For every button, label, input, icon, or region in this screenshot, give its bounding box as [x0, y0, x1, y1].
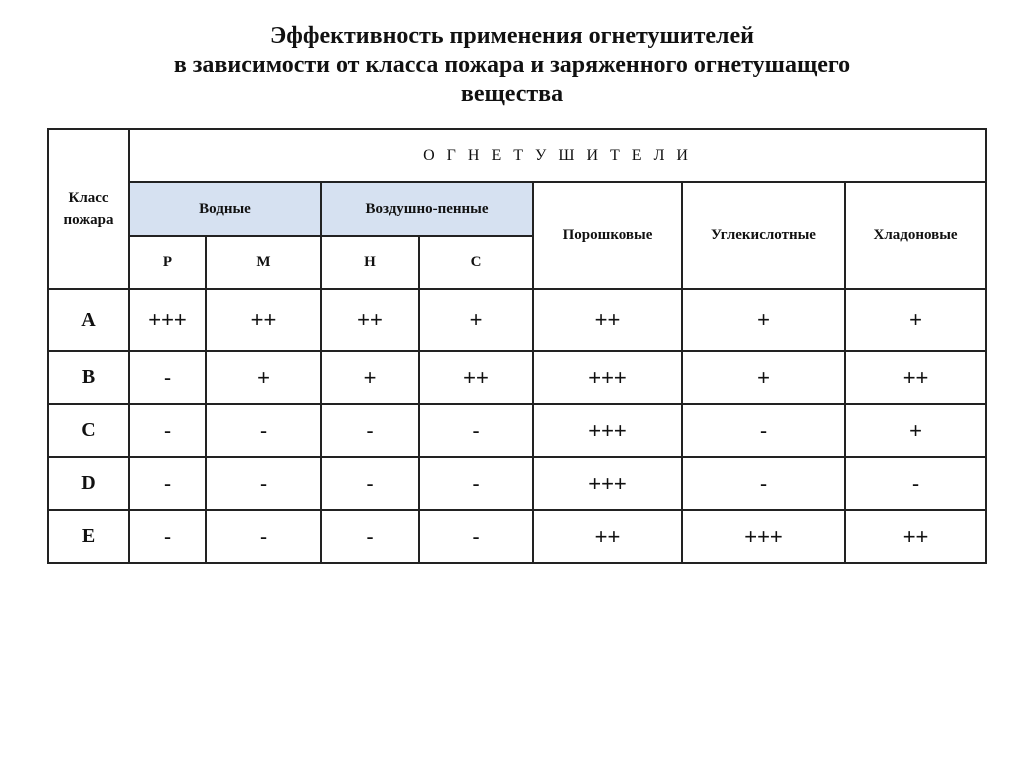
table-cell: +++ [533, 404, 682, 457]
table-cell: - [321, 404, 419, 457]
table-cell: - [206, 404, 321, 457]
fire-class-header: Класс пожара [48, 129, 129, 289]
table-row [48, 351, 986, 404]
table-cell: + [682, 351, 845, 404]
air-foam-header: Воздушно-пенные [321, 182, 533, 236]
table-cell: - [419, 404, 533, 457]
water-header: Водные [129, 182, 321, 236]
water-r-header: Р [129, 236, 206, 289]
table-cell: + [845, 404, 986, 457]
table-cell: +++ [533, 457, 682, 510]
table-cell: - [321, 510, 419, 563]
water-m-header: М [206, 236, 321, 289]
table-cell: ++ [206, 289, 321, 351]
foam-s-header: С [419, 236, 533, 289]
table-cell: - [129, 510, 206, 563]
table-cell: + [419, 289, 533, 351]
co2-header: Углекислотные [682, 182, 845, 289]
row-class-label: C [48, 404, 129, 457]
extinguishers-group-header: О Г Н Е Т У Ш И Т Е Л И [129, 129, 986, 182]
table-cell: +++ [682, 510, 845, 563]
table-cell: - [206, 457, 321, 510]
table-cell: - [129, 351, 206, 404]
table-cell: + [321, 351, 419, 404]
foam-n-header: Н [321, 236, 419, 289]
table-cell: + [845, 289, 986, 351]
table-cell: ++ [845, 510, 986, 563]
powder-header: Порошковые [533, 182, 682, 289]
extinguisher-effectiveness-table [47, 128, 987, 564]
table-cell: +++ [129, 289, 206, 351]
table-cell: +++ [533, 351, 682, 404]
table-cell: - [845, 457, 986, 510]
table-cell: + [682, 289, 845, 351]
table-row [48, 404, 986, 457]
table-cell: - [321, 457, 419, 510]
table-cell: ++ [419, 351, 533, 404]
table-row [48, 457, 986, 510]
table-cell: - [419, 510, 533, 563]
title-line-3: вещества [460, 81, 564, 107]
title-line-1: Эффективность применения огнетушителей [270, 23, 754, 49]
table-cell: - [682, 404, 845, 457]
table-cell: ++ [321, 289, 419, 351]
page-title [0, 22, 1024, 109]
row-class-label: A [48, 289, 129, 351]
row-class-label: D [48, 457, 129, 510]
table-cell: ++ [533, 510, 682, 563]
table-cell: - [206, 510, 321, 563]
title-line-2: в зависимости от класса пожара и заряженного огнетушащего [173, 52, 851, 78]
table-row [48, 289, 986, 351]
table-cell: - [419, 457, 533, 510]
table-cell: ++ [533, 289, 682, 351]
table-row [48, 510, 986, 563]
table-cell: + [206, 351, 321, 404]
table-cell: ++ [845, 351, 986, 404]
table-cell: - [129, 404, 206, 457]
row-class-label: B [48, 351, 129, 404]
halon-header: Хладоновые [845, 182, 986, 289]
table-cell: - [129, 457, 206, 510]
row-class-label: E [48, 510, 129, 563]
table-cell: - [682, 457, 845, 510]
